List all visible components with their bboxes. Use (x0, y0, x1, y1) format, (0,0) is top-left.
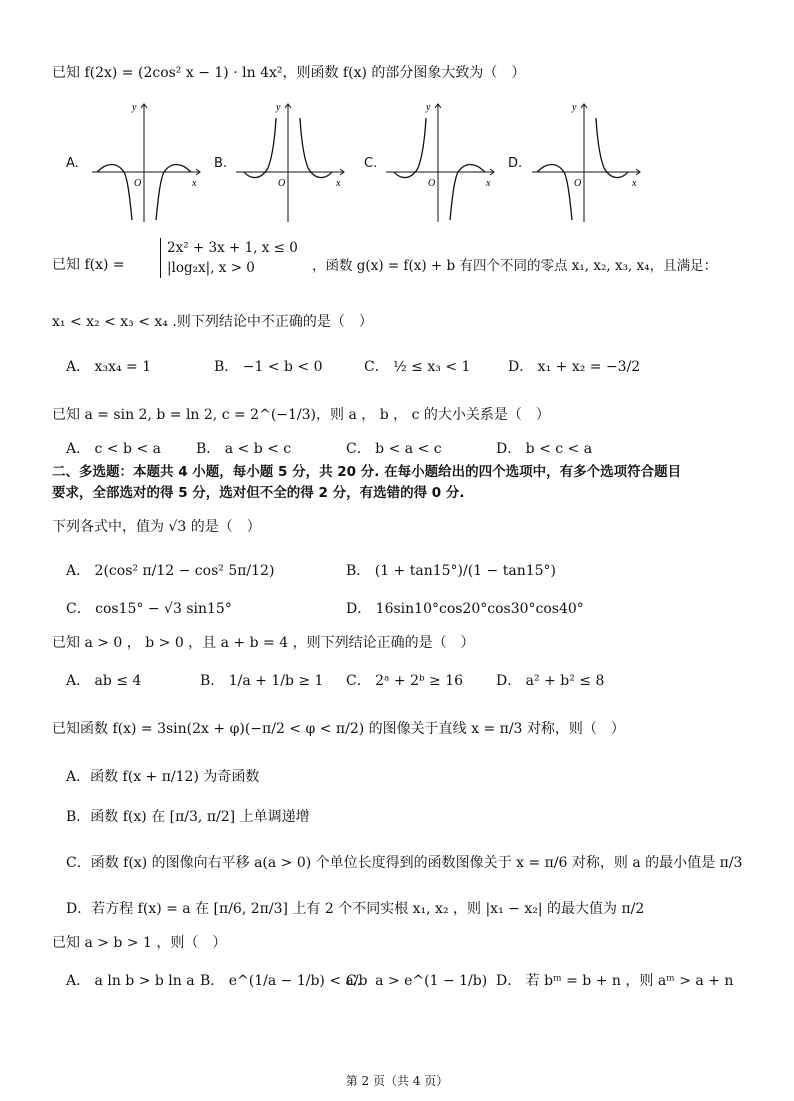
option-d: D． x₁ + x₂ = −3/2 (508, 359, 641, 375)
svg-text:x: x (632, 178, 637, 189)
question-8: 已知 a = sin 2, b = ln 2, c = 2^(−1/3)，则 a ， b ， c 的大小关系是（ ） (52, 407, 550, 423)
option-d: D． 16sin10°cos20°cos30°cos40° (346, 601, 584, 617)
page-footer: 第 2 页（共 4 页） (345, 1074, 449, 1088)
option-c: C． ½ ≤ x₃ < 1 (364, 359, 471, 375)
graph-b (236, 100, 346, 225)
svg-text:x: x (192, 178, 197, 189)
section-line-2: 要求，全部选对的得 5 分，选对但不全的得 2 分，有选错的得 0 分. (52, 485, 465, 501)
option-b: B． (1 + tan15°)/(1 − tan15°) (346, 563, 556, 579)
option-d: D． a² + b² ≤ 8 (496, 673, 605, 689)
svg-text:O: O (134, 178, 142, 189)
option-b: B． e^(1/a − 1/b) < a/b (200, 973, 368, 989)
option-a-label: A. (66, 156, 79, 171)
option-d: D． b < c < a (496, 441, 593, 457)
question-text-post: ，函数 g(x) = f(x) + b 有四个不同的零点 x₁, x₂, x₃, x₄，且满足： (312, 258, 718, 274)
option-a: A． a ln b > b ln a (66, 973, 195, 989)
svg-text:O: O (428, 178, 436, 189)
question-12: 已知 a > b > 1 ，则（ ） (52, 935, 227, 951)
piecewise-brace (160, 238, 298, 278)
option-c-label: C. (364, 156, 378, 171)
graph-c (386, 100, 496, 225)
option-b: B． a < b < c (196, 441, 292, 457)
svg-text:x: x (486, 178, 491, 189)
svg-text:x: x (336, 178, 341, 189)
option-c: C．函数 f(x) 的图像向右平移 a(a > 0) 个单位长度得到的函数图像关于 x = π/6 对称，则 a 的最小值是 π/3 (66, 855, 743, 871)
option-a: A． ab ≤ 4 (66, 673, 142, 689)
option-d: D．若方程 f(x) = a 在 [π/6, 2π/3] 上有 2 个不同实根 x₁, x₂ ，则 |x₁ − x₂| 的最大值为 π/2 (66, 901, 645, 917)
question-7-line2: x₁ < x₂ < x₃ < x₄ .则下列结论中不正确的是（ ） (52, 314, 373, 330)
option-c: C． b < a < c (346, 441, 442, 457)
option-a: A．函数 f(x + π/12) 为奇函数 (66, 769, 260, 785)
svg-text:O: O (574, 178, 582, 189)
option-a: A． c < b < a (66, 441, 161, 457)
svg-text:y: y (426, 102, 431, 113)
piecewise-case-1: 2x² + 3x + 1, x ≤ 0 (167, 240, 298, 256)
option-b: B． 1/a + 1/b ≥ 1 (200, 673, 324, 689)
svg-text:O: O (278, 178, 286, 189)
option-d: D． 若 bᵐ = b + n ，则 aᵐ > a + n (496, 973, 734, 989)
svg-text:y: y (572, 102, 577, 113)
question-text: 已知 f(2x) = (2cos² x − 1) · ln 4x²，则函数 f(x) 的部分图象大致为（ ） (52, 65, 526, 81)
graph-a (92, 100, 202, 225)
option-a: A． x₃x₄ = 1 (66, 359, 152, 375)
option-c: C． cos15° − √3 sin15° (66, 601, 232, 617)
question-10: 已知 a > 0 ， b > 0 ，且 a + b = 4 ，则下列结论正确的是（ ） (52, 635, 475, 651)
question-11: 已知函数 f(x) = 3sin(2x + φ)(−π/2 < φ < π/2) 的图像关于直线 x = π/3 对称，则（ ） (52, 721, 625, 737)
option-a: A． 2(cos² π/12 − cos² 5π/12) (66, 563, 275, 579)
option-c: C． 2ᵃ + 2ᵇ ≥ 16 (346, 673, 464, 689)
svg-text:y: y (132, 102, 137, 113)
option-c: C． a > e^(1 − 1/b) (346, 973, 488, 989)
section-header (52, 462, 681, 504)
option-d-label: D. (508, 156, 523, 171)
svg-text:y: y (276, 102, 281, 113)
piecewise-case-2: |log₂x|, x > 0 (167, 260, 255, 276)
question-text-pre: 已知 f(x) = (52, 257, 125, 273)
question-9: 下列各式中，值为 √3 的是（ ） (52, 519, 261, 535)
question-7 (52, 254, 125, 274)
option-b: B． −1 < b < 0 (214, 359, 323, 375)
question-6 (52, 62, 525, 82)
section-line-1: 二、多选题：本题共 4 小题，每小题 5 分，共 20 分. 在每小题给出的四个选项中，有多个选项符合题目 (52, 464, 682, 480)
graph-d (532, 100, 642, 225)
option-b: B．函数 f(x) 在 [π/3, π/2] 上单调递增 (66, 809, 310, 825)
option-b-label: B. (214, 156, 228, 171)
